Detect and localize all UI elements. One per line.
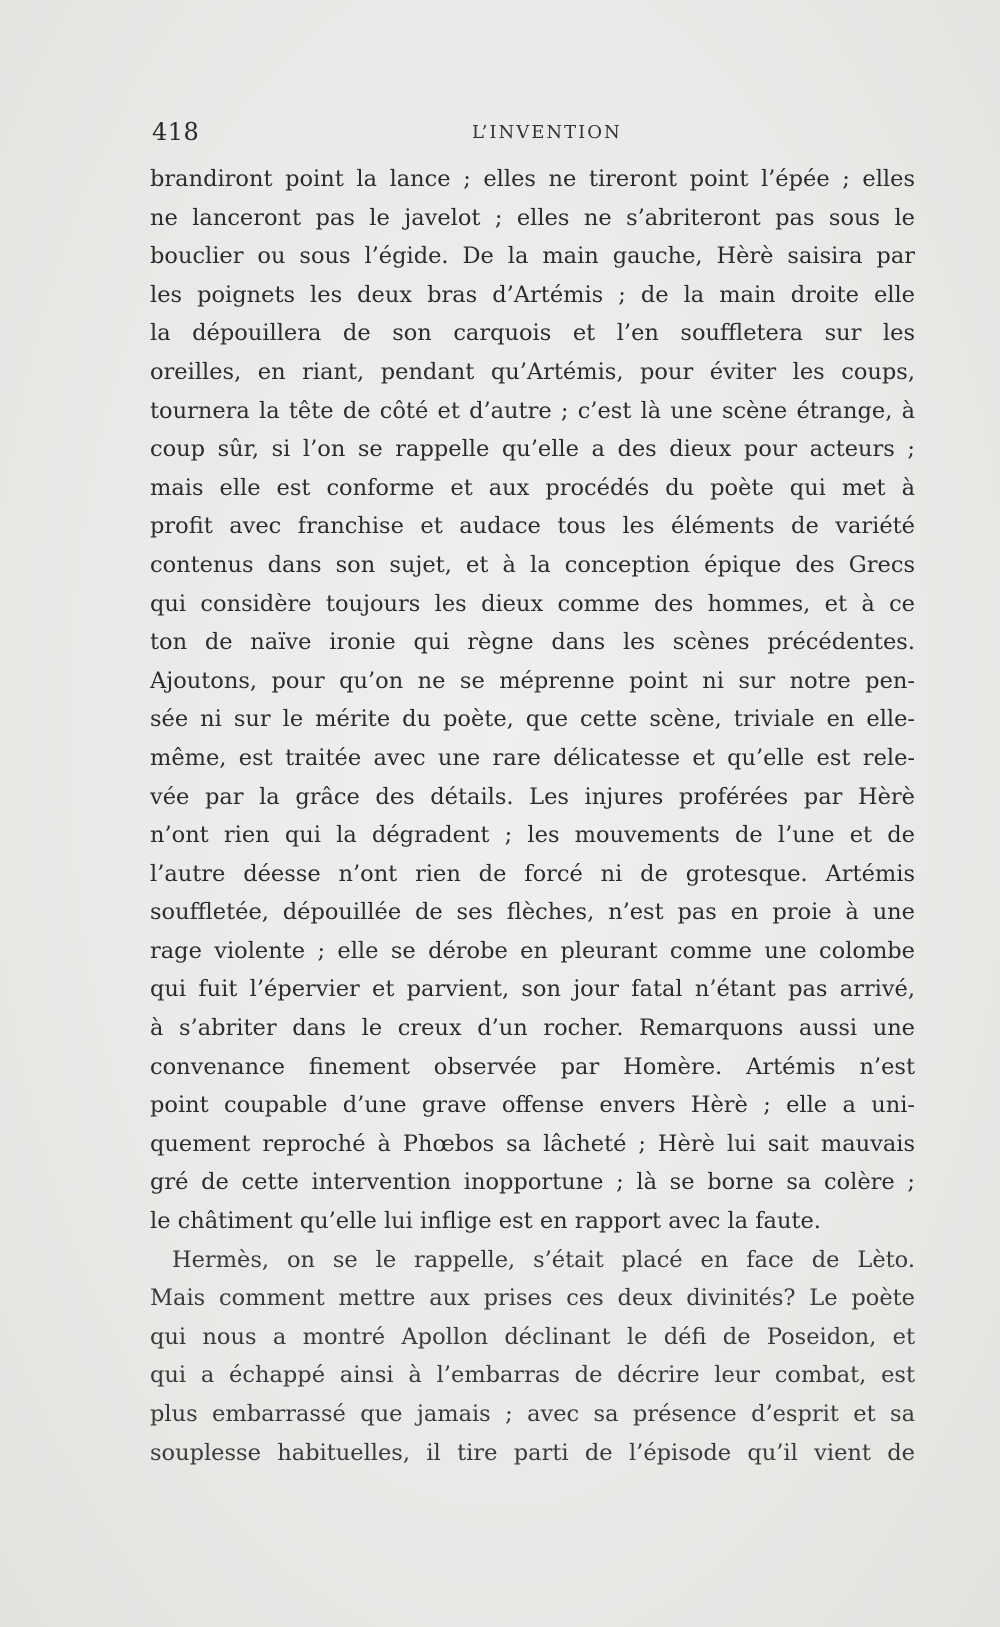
text-line: qui considère toujours les dieux comme des hommes, et à ce: [150, 590, 915, 617]
text-line: profit avec franchise et audace tous les éléments de variété: [150, 513, 915, 540]
text-line: vée par la grâce des détails. Les injures proférées par Hèrè: [150, 783, 915, 810]
text-line: quement reproché à Phœbos sa lâcheté ; Hèrè lui sait mauvais: [150, 1130, 915, 1157]
text-line: plus embarrassé que jamais ; avec sa présence d’esprit et sa: [150, 1401, 915, 1427]
text-line: coup sûr, si l’on se rappelle qu’elle a des dieux pour acteurs ;: [150, 436, 915, 463]
text-line: oreilles, en riant, pendant qu’Artémis, pour éviter les coups,: [150, 358, 915, 385]
text-line: qui a échappé ainsi à l’embarras de décrire leur combat, est: [150, 1362, 915, 1389]
text-line: contenus dans son sujet, et à la conception épique des Grecs: [150, 551, 915, 578]
text-line: la dépouillera de son carquois et l’en souffletera sur les: [150, 320, 915, 347]
text-line: n’ont rien qui la dégradent ; les mouvements de l’une et de: [150, 822, 915, 849]
text-line: Hermès, on se le rappelle, s’était placé en face de Lèto.: [172, 1246, 915, 1273]
text-line: brandiront point la lance ; elles ne tireront point l’épée ; elles: [150, 166, 915, 192]
text-line: qui nous a montré Apollon déclinant le défi de Poseidon, et: [150, 1323, 915, 1350]
text-line: souplesse habituelles, il tire parti de l’épisode qu’il vient de: [150, 1439, 915, 1466]
text-line: à s’abriter dans le creux d’un rocher. Remarquons aussi une: [150, 1015, 915, 1042]
text-line: Ajoutons, pour qu’on ne se méprenne point ni sur notre pen-: [150, 667, 915, 694]
text-line: Mais comment mettre aux prises ces deux divinités? Le poète: [150, 1285, 915, 1312]
running-head: [152, 118, 907, 154]
paragraph: [150, 1241, 915, 1473]
text-line: ton de naïve ironie qui règne dans les scènes précédentes.: [150, 629, 915, 656]
paragraph: [150, 160, 915, 1241]
body-text: [150, 160, 915, 1490]
text-line: l’autre déesse n’ont rien de forcé ni de grotesque. Artémis: [150, 860, 915, 887]
running-title: L’INVENTION: [472, 122, 622, 143]
text-line: même, est traitée avec une rare délicatesse et qu’elle est rele-: [150, 744, 915, 771]
text-line: ne lanceront pas le javelot ; elles ne s’abriteront pas sous le: [150, 204, 915, 231]
page-number: 418: [152, 118, 200, 146]
text-line: convenance finement observée par Homère. Artémis n’est: [150, 1053, 915, 1080]
text-line: tournera la tête de côté et d’autre ; c’est là une scène étrange, à: [150, 397, 915, 424]
text-line: qui fuit l’épervier et parvient, son jour fatal n’étant pas arrivé,: [150, 976, 915, 1003]
text-line: souffletée, dépouillée de ses flèches, n’est pas en proie à une: [150, 899, 915, 926]
text-line: mais elle est conforme et aux procédés du poète qui met à: [150, 474, 915, 501]
text-line: gré de cette intervention inopportune ; là se borne sa colère ;: [150, 1169, 915, 1196]
text-line: sée ni sur le mérite du poète, que cette scène, triviale en elle-: [150, 706, 915, 733]
text-line: les poignets les deux bras d’Artémis ; de la main droite elle: [150, 281, 915, 308]
text-line: point coupable d’une grave offense envers Hèrè ; elle a uni-: [150, 1092, 915, 1119]
text-line: bouclier ou sous l’égide. De la main gauche, Hèrè saisira par: [150, 243, 915, 270]
text-line: rage violente ; elle se dérobe en pleurant comme une colombe: [150, 937, 915, 964]
text-line: le châtiment qu’elle lui inflige est en rapport avec la faute.: [150, 1208, 821, 1235]
